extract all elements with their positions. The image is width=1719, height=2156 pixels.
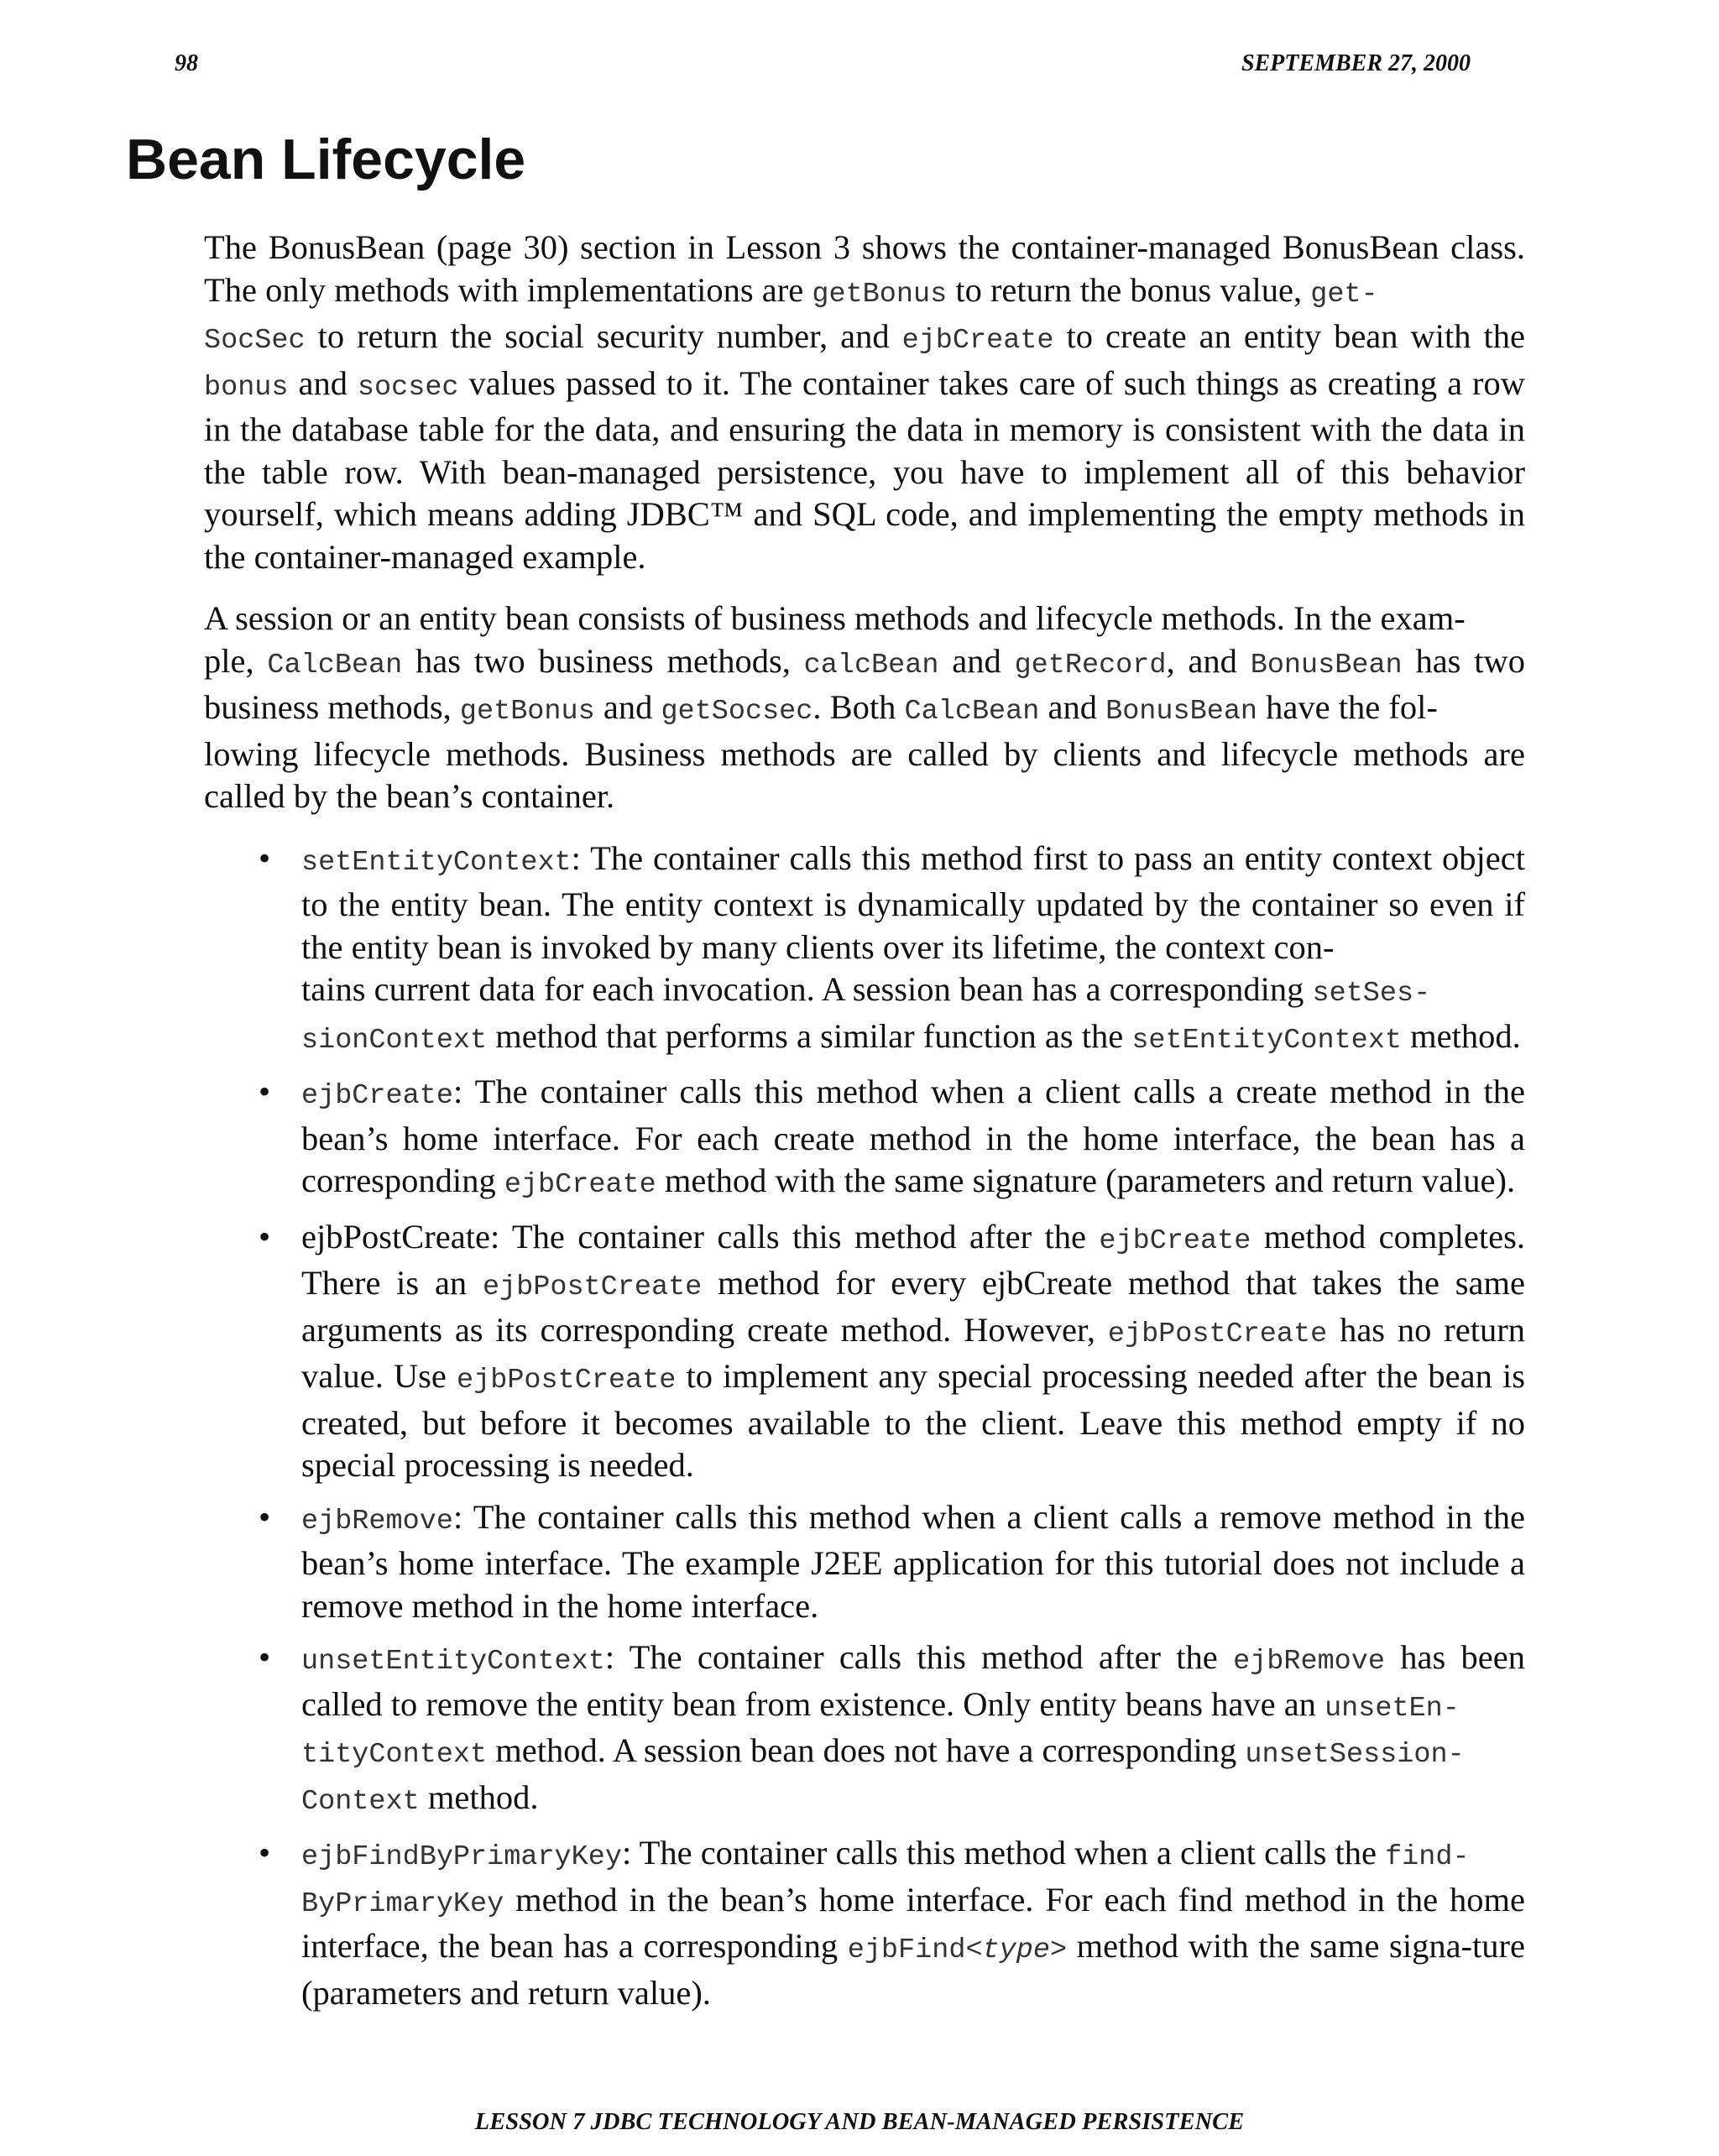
text: tains current data for each invocation. A session bean has a corresponding: [301, 970, 1313, 1008]
text: method with the same signa-ture (parameters and return value).: [301, 1927, 1525, 2012]
text: method that performs a similar function as the: [487, 1016, 1132, 1055]
code-unsetEntityContext: unsetEntityContext: [301, 1646, 605, 1678]
bullet-icon: •: [259, 838, 271, 877]
text: : The container calls this method first to pass an entity context object to the entity bean. The entity context is dynamically updated by the container so even if the entity bean is invoked by many clients over its lifetime, the context con-: [301, 838, 1525, 966]
text: ejbPostCreate: The container calls this method after the: [301, 1217, 1100, 1255]
text: lowing lifecycle methods. Business methods are called by clients and lifecycle methods are called by the bean’s container.: [204, 734, 1525, 815]
text: values passed to it. The container takes care of such things as creating a row in the database table for the data, and ensuring the data in memory is consistent with the data in the table row. With bean-managed persistence, you have to implement all of this behavior yourself, which means adding JDBC™ and SQL code, and implementing the empty methods in the container-managed example.: [204, 363, 1525, 576]
code-BonusBean: BonusBean: [1250, 649, 1403, 681]
text: and: [1039, 688, 1106, 726]
code-bonus: bonus: [204, 371, 289, 404]
text: method in the bean’s home interface. For each find method in the home interface, the bean has a corresponding: [301, 1880, 1525, 1965]
text: has been called to remove the entity bean from existence. Only entity beans have an: [301, 1638, 1525, 1723]
code-ejbFindByPrimaryKey: ejbFindByPrimaryKey: [301, 1841, 622, 1873]
code-ejbCreate: ejbCreate: [504, 1169, 656, 1201]
code-ejbCreate: ejbCreate: [901, 325, 1054, 357]
code-getSocSec-part1: get-: [1310, 278, 1378, 311]
code-setEntityContext: setEntityContext: [1131, 1024, 1402, 1057]
code-findByPrimaryKey-part2: ByPrimaryKey: [301, 1887, 504, 1920]
text: , and: [1166, 641, 1251, 680]
list-item-ejbRemove: [259, 1496, 1525, 1628]
code-getBonus: getBonus: [812, 278, 948, 311]
bullet-icon: •: [259, 1638, 271, 1676]
text: method. A session bean does not have a corresponding: [487, 1731, 1246, 1769]
code-getSocSec-part2: SocSec: [204, 325, 306, 357]
code-setSessionContext-part1: setSes-: [1312, 978, 1431, 1010]
text: A session or an entity bean consists of business methods and lifecycle methods. In the exam-: [204, 599, 1466, 637]
page-footer: LESSON 7 JDBC TECHNOLOGY AND BEAN-MANAGED PERSISTENCE: [474, 2109, 1245, 2135]
code-CalcBean: CalcBean: [267, 649, 403, 681]
text: method completes. There is an: [301, 1217, 1526, 1302]
list-item-setEntityContext: [259, 838, 1525, 1062]
text: : The container calls this method when a client calls a create method in the bean’s home interface. For each create method in the home interface, the bean has a corresponding: [301, 1073, 1525, 1199]
text: ple,: [204, 641, 268, 680]
text: : The container calls this method when a client calls the: [621, 1834, 1386, 1871]
bullet-icon: •: [259, 1073, 271, 1110]
code-getSocsec: getSocsec: [661, 696, 813, 728]
text: has two business methods,: [402, 641, 804, 680]
list-item-unsetEntityContext: [259, 1637, 1525, 1823]
bullet-icon: •: [259, 1497, 271, 1536]
code-calcBean: calcBean: [803, 649, 939, 681]
text: method.: [1401, 1016, 1521, 1055]
code-unsetEntityContext-part2: tityContext: [301, 1739, 488, 1771]
text: and: [594, 688, 661, 726]
page-header: [175, 50, 1471, 84]
list-item-ejbCreate: [259, 1071, 1525, 1207]
paragraph-intro: [204, 227, 1525, 578]
code-getRecord: getRecord: [1014, 649, 1167, 681]
code-setEntityContext: setEntityContext: [301, 846, 572, 879]
text: . Both: [812, 688, 905, 726]
text: and: [938, 641, 1015, 680]
bullet-icon: •: [259, 1217, 271, 1255]
page-number: 98: [175, 50, 198, 76]
code-ejbFind-prefix: ejbFind<: [847, 1934, 983, 1966]
header-date: SEPTEMBER 27, 2000: [1241, 50, 1471, 76]
text: : The container calls this method after the: [604, 1638, 1234, 1676]
code-ejbRemove: ejbRemove: [1233, 1646, 1385, 1678]
text: has two business methods,: [204, 641, 1525, 726]
text: to return the social security number, and: [305, 317, 902, 355]
text: method with the same signature (parameters and return value).: [656, 1162, 1516, 1199]
code-setSessionContext-part2: sionContext: [301, 1024, 488, 1057]
code-socsec: socsec: [357, 371, 459, 404]
text: method for every ejbCreate method that takes the same arguments as its corresponding create method. However,: [301, 1264, 1525, 1349]
code-ejbFind-suffix: >: [1049, 1934, 1068, 1966]
code-unsetSessionContext-part1: unsetSession-: [1245, 1739, 1465, 1771]
code-ejbPostCreate: ejbPostCreate: [482, 1271, 703, 1303]
text: and: [288, 363, 358, 402]
code-ejbRemove: ejbRemove: [301, 1505, 453, 1537]
text: has no return value. Use: [301, 1310, 1525, 1395]
text: method.: [419, 1778, 539, 1816]
code-findByPrimaryKey-part1: find-: [1385, 1841, 1470, 1873]
code-ejbCreate: ejbCreate: [1099, 1224, 1251, 1257]
text: to implement any special processing needed after the bean is created, but before it becomes available to the client. Leave this method empty if no special processing is needed.: [301, 1357, 1525, 1484]
code-type-placeholder: type: [982, 1934, 1050, 1966]
paragraph-methods: [204, 598, 1525, 818]
code-ejbPostCreate: ejbPostCreate: [457, 1365, 677, 1396]
code-getBonus: getBonus: [459, 696, 595, 728]
code-unsetEntityContext-part1: unsetEn-: [1325, 1692, 1460, 1725]
text: The BonusBean (page 30) section in Lesson 3 shows the container-managed BonusBean class. The only methods with implementations are: [204, 228, 1525, 309]
bullet-icon: •: [259, 1834, 271, 1871]
body-text: [204, 227, 1525, 2023]
text: have the fol-: [1257, 688, 1438, 726]
code-unsetSessionContext-part2: Context: [301, 1785, 420, 1818]
section-title: Bean Lifecycle: [126, 128, 526, 191]
lifecycle-methods-list: [204, 838, 1525, 2015]
code-ejbFind-type: [848, 1934, 1067, 1966]
code-BonusBean: BonusBean: [1105, 696, 1258, 728]
text: to return the bonus value,: [947, 270, 1311, 309]
text: to create an entity bean with the: [1053, 317, 1525, 355]
text: : The container calls this method when a client calls a remove method in the bean’s home interface. The example J2EE application for this tutorial does not include a remove method in the home interface.: [301, 1497, 1525, 1625]
code-ejbPostCreate: ejbPostCreate: [1107, 1318, 1328, 1350]
code-CalcBean: CalcBean: [904, 696, 1040, 728]
list-item-ejbPostCreate: [259, 1216, 1526, 1487]
code-ejbCreate: ejbCreate: [301, 1080, 453, 1112]
list-item-ejbFindByPrimaryKey: [259, 1832, 1525, 2014]
